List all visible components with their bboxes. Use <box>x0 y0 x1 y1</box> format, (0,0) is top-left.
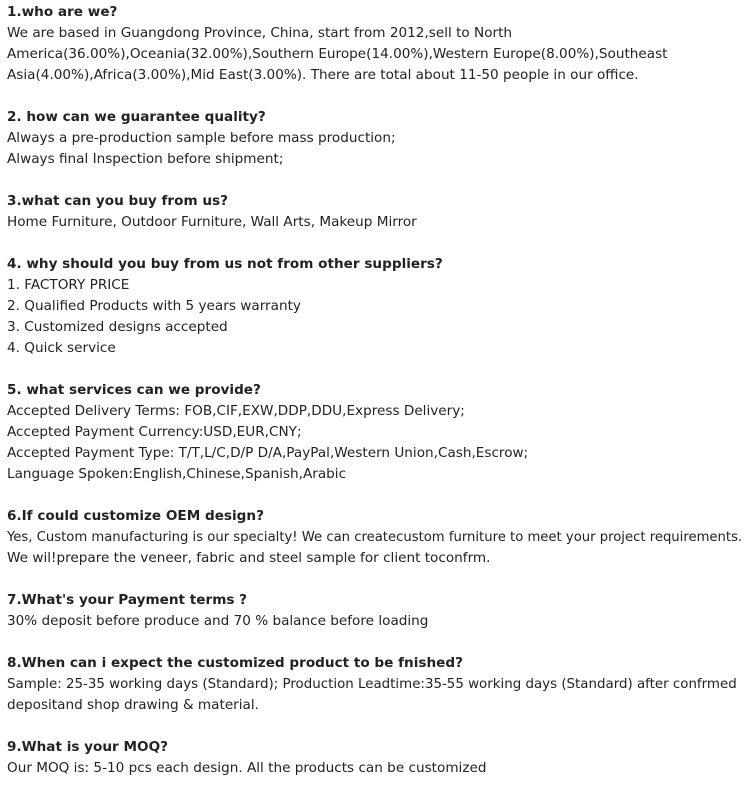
faq-item-quality <box>7 107 743 170</box>
faq-answer-line: 30% deposit before produce and 70 % balance before loading <box>7 613 429 629</box>
faq-answer-line: Accepted Payment Currency:USD,EUR,CNY; <box>7 424 302 440</box>
faq-item-payment-terms <box>7 590 743 632</box>
faq-answer-line: Our MOQ is: 5-10 pcs each design. All the products can be customized <box>7 760 487 776</box>
faq-item-oem-design <box>7 506 743 569</box>
faq-question: 2. how can we guarantee quality? <box>7 109 266 125</box>
faq-answer-line: Always final Inspection before shipment; <box>7 151 284 167</box>
faq-item-moq <box>7 737 743 779</box>
faq-answer-line: America(36.00%),Oceania(32.00%),Southern Europe(14.00%),Western Europe(8.00%),Southeast <box>7 46 668 62</box>
faq-answer-line: Yes, Custom manufacturing is our specialty! We can createcustom furniture to meet your project requirements. <box>7 530 743 545</box>
faq-question: 5. what services can we provide? <box>7 382 261 398</box>
faq-item-who-are-we <box>7 2 743 86</box>
faq-question: 8.When can i expect the customized product to be fnished? <box>7 655 463 671</box>
faq-answer-line: We are based in Guangdong Province, China, start from 2012,sell to North <box>7 25 513 41</box>
faq-item-products <box>7 191 743 233</box>
faq-answer-line: 2. Qualified Products with 5 years warranty <box>7 298 301 314</box>
faq-item-lead-time <box>7 653 743 716</box>
faq-question: 9.What is your MOQ? <box>7 739 169 755</box>
faq-answer-line: 4. Quick service <box>7 340 116 356</box>
faq-answer-line: Sample: 25-35 working days (Standard); Production Leadtime:35-55 working days (Standard) after confrmed <box>7 677 737 692</box>
faq-question: 7.What's your Payment terms ? <box>7 592 248 608</box>
faq-answer-line: We wil!prepare the veneer, fabric and steel sample for client toconfrm. <box>7 550 491 566</box>
faq-answer-line: 1. FACTORY PRICE <box>7 277 130 293</box>
faq-question: 1.who are we? <box>7 4 118 20</box>
faq-item-services <box>7 380 743 485</box>
faq-answer-line: Accepted Delivery Terms: FOB,CIF,EXW,DDP,DDU,Express Delivery; <box>7 403 465 419</box>
faq-answer-line: 3. Customized designs accepted <box>7 319 228 335</box>
faq-question: 4. why should you buy from us not from other suppliers? <box>7 256 443 272</box>
faq-question: 3.what can you buy from us? <box>7 193 229 209</box>
faq-item-why-us <box>7 254 743 359</box>
faq-answer-line: Home Furniture, Outdoor Furniture, Wall Arts, Makeup Mirror <box>7 214 417 230</box>
faq-answer-line: Asia(4.00%),Africa(3.00%),Mid East(3.00%). There are total about 11-50 people in our office. <box>7 67 639 83</box>
faq-question: 6.If could customize OEM design? <box>7 508 264 524</box>
faq-answer-line: Always a pre-production sample before mass production; <box>7 130 396 146</box>
faq-answer-line: Language Spoken:English,Chinese,Spanish,Arabic <box>7 466 347 482</box>
faq-answer-line: Accepted Payment Type: T/T,L/C,D/P D/A,PayPal,Western Union,Cash,Escrow; <box>7 445 529 461</box>
faq-answer-line: depositand shop drawing & material. <box>7 697 259 713</box>
